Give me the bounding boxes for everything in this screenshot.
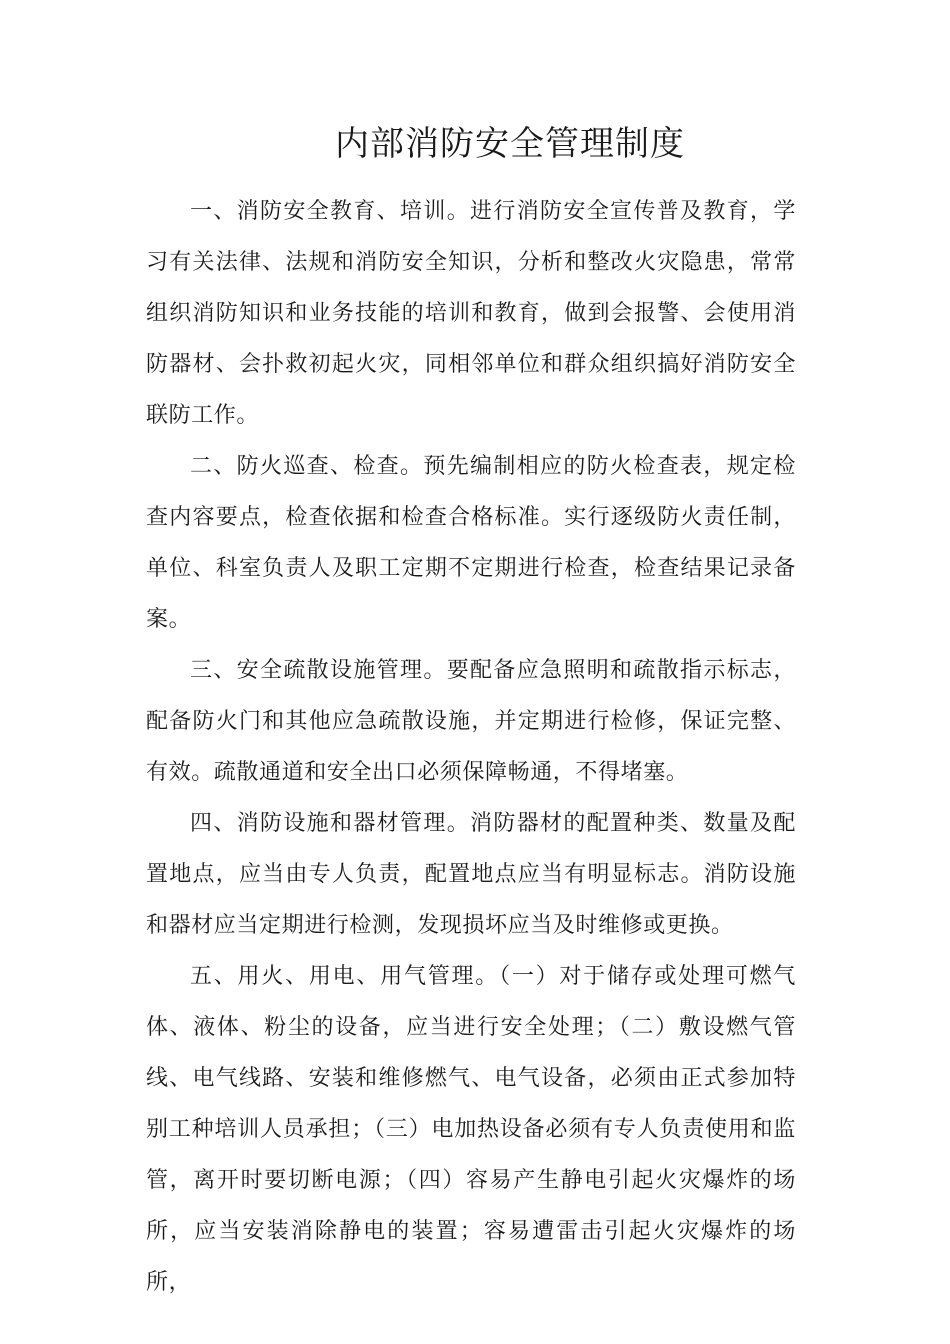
paragraph-fire-equipment: 四、消防设施和器材管理。消防器材的配置种类、数量及配置地点，应当由专人负责，配置地点应当有明显标志。消防设施和器材应当定期进行检测，发现损坏应当及时维修或更换。 — [146, 811, 796, 938]
paragraph-fire-inspection: 二、防火巡查、检查。预先编制相应的防火检查表，规定检查内容要点，检查依据和检查合格标准。实行逐级防火责任制，单位、科室负责人及职工定期不定期进行检查，检查结果记录备案。 — [146, 454, 796, 632]
document-body — [146, 186, 796, 1308]
document-title: 内部消防安全管理制度 — [335, 124, 685, 164]
paragraph-education-training: 一、消防安全教育、培训。进行消防安全宣传普及教育，学习有关法律、法规和消防安全知识，分析和整改火灾隐患，常常组织消防知识和业务技能的培训和教育，做到会报警、会使用消防器材、会扑救初起火灾，同相邻单位和群众组织搞好消防安全联防工作。 — [146, 199, 796, 428]
paragraph-evacuation-facilities: 三、安全疏散设施管理。要配备应急照明和疏散指示标志，配备防火门和其他应急疏散设施，并定期进行检修，保证完整、有效。疏散通道和安全出口必须保障畅通，不得堵塞。 — [146, 658, 796, 785]
paragraph-fire-electricity-gas: 五、用火、用电、用气管理。（一）对于储存或处理可燃气体、液体、粉尘的设备，应当进行安全处理；（二）敷设燃气管线、电气线路、安装和维修燃气、电气设备，必须由正式参加特别工种培训人员承担；（三）电加热设备必须有专人负责使用和监管，离开时要切断电源；（四）容易产生静电引起火灾爆炸的场所，应当安装消除静电的装置；容易遭雷击引起火灾爆炸的场所， — [146, 964, 796, 1295]
